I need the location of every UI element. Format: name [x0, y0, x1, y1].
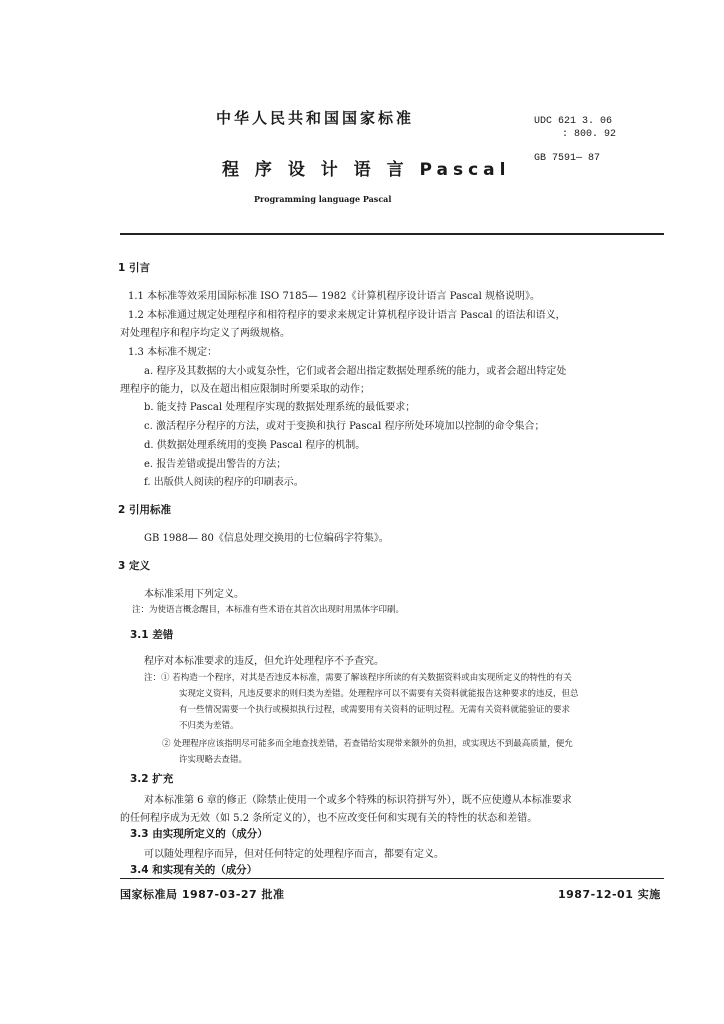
approval-date: 国家标准局 1987-03-27 批准	[120, 888, 285, 901]
clause-3-1-note-1-line2: 实现定义资料，凡违反要求的则归类为差错。处理程序可以不需要有关资料就能报告这种要求的违反，但总	[179, 689, 579, 699]
referenced-standard: GB 1988— 80《信息处理交换用的七位编码字符集》。	[144, 533, 389, 544]
item-a-cont: 理程序的能力，以及在超出相应限制时所要采取的动作；	[120, 384, 370, 395]
clause-3-4-heading: 3.4 和实现有关的（成分）	[130, 864, 258, 876]
clause-3-2-text-cont: 的任何程序成为无效（如 5.2 条所定义的），也不应改变任何和实现有关的特性的状态和差错。	[120, 813, 538, 824]
gb-code: GB 7591— 87	[534, 153, 601, 164]
clause-1-3: 1.3 本标准不规定：	[128, 347, 218, 358]
clause-3-2-heading: 3.2 扩充	[130, 773, 174, 785]
clause-1-1: 1.1 本标准等效采用国际标准 ISO 7185— 1982《计算机程序设计语言 Pascal 规格说明》。	[128, 291, 541, 302]
item-a: a. 程序及其数据的大小或复杂性，它们或者会超出指定数据处理系统的能力，或者会超出特定处	[144, 366, 567, 377]
english-title: Programming language Pascal	[254, 194, 392, 204]
section-1-heading: 1 引言	[118, 262, 150, 274]
clause-3-2-text: 对本标准第 6 章的修正（除禁止使用一个或多个特殊的标识符拼写外），既不应使遵从本标准要求	[144, 795, 572, 806]
clause-1-2: 1.2 本标准通过规定处理程序和相符程序的要求来规定计算机程序设计语言 Pascal 的语法和语义，	[128, 310, 566, 321]
clause-3-1-note-1: 注：① 若构造一个程序，对其是否违反本标准，需要了解该程序所读的有关数据资料或由实现所定义的特性的有关	[144, 673, 572, 683]
standard-org-title: 中华人民共和国国家标准	[216, 109, 415, 127]
document-title: 程 序 设 计 语 言 Pascal	[222, 160, 511, 180]
clause-3-1-note-1-line4: 不归类为差错。	[179, 721, 239, 731]
clause-3-3-heading: 3.3 由实现所定义的（成分）	[130, 828, 268, 840]
clause-3-3-text: 可以随处理程序而异，但对任何特定的处理程序而言，都要有定义。	[144, 849, 444, 860]
effective-date: 1987-12-01 实施	[558, 888, 661, 901]
udc-code: UDC 621 3. 06	[534, 116, 613, 127]
item-c: c. 激活程序分程序的方法，或对于变换和执行 Pascal 程序所处环境加以控制的命令集合；	[144, 421, 545, 432]
clause-3-1-note-2-line2: 许实现略去查错。	[179, 755, 248, 765]
item-f: f. 出版供人阅读的程序的印刷表示。	[144, 477, 304, 488]
definitions-intro: 本标准采用下列定义。	[144, 589, 244, 600]
header-divider	[120, 233, 664, 235]
definitions-note: 注：为使语言概念醒目，本标准有些术语在其首次出现时用黑体字印刷。	[132, 605, 405, 615]
section-3-heading: 3 定义	[118, 560, 150, 572]
footer-divider	[120, 878, 664, 879]
udc-code-cont: : 800. 92	[562, 129, 617, 140]
item-e: e. 报告差错或提出警告的方法；	[144, 459, 287, 470]
section-2-heading: 2 引用标准	[118, 504, 171, 516]
clause-1-2-cont: 对处理程序和程序均定义了两级规格。	[120, 328, 290, 339]
item-b: b. 能支持 Pascal 处理程序实现的数据处理系统的最低要求；	[144, 402, 416, 413]
clause-3-1-heading: 3.1 差错	[130, 629, 174, 641]
clause-3-1-text: 程序对本标准要求的违反，但允许处理程序不予查究。	[144, 656, 384, 667]
clause-3-1-note-1-line3: 有一些情况需要一个执行或模拟执行过程，或需要用有关资料的证明过程。无需有关资料就能验证的要求	[179, 705, 571, 715]
item-d: d. 供数据处理系统用的变换 Pascal 程序的机制。	[144, 440, 366, 451]
clause-3-1-note-2: ② 处理程序应该指明尽可能多而全地查找差错，若查错给实现带来额外的负担，或实现达不到最高质量，便允	[162, 739, 573, 749]
